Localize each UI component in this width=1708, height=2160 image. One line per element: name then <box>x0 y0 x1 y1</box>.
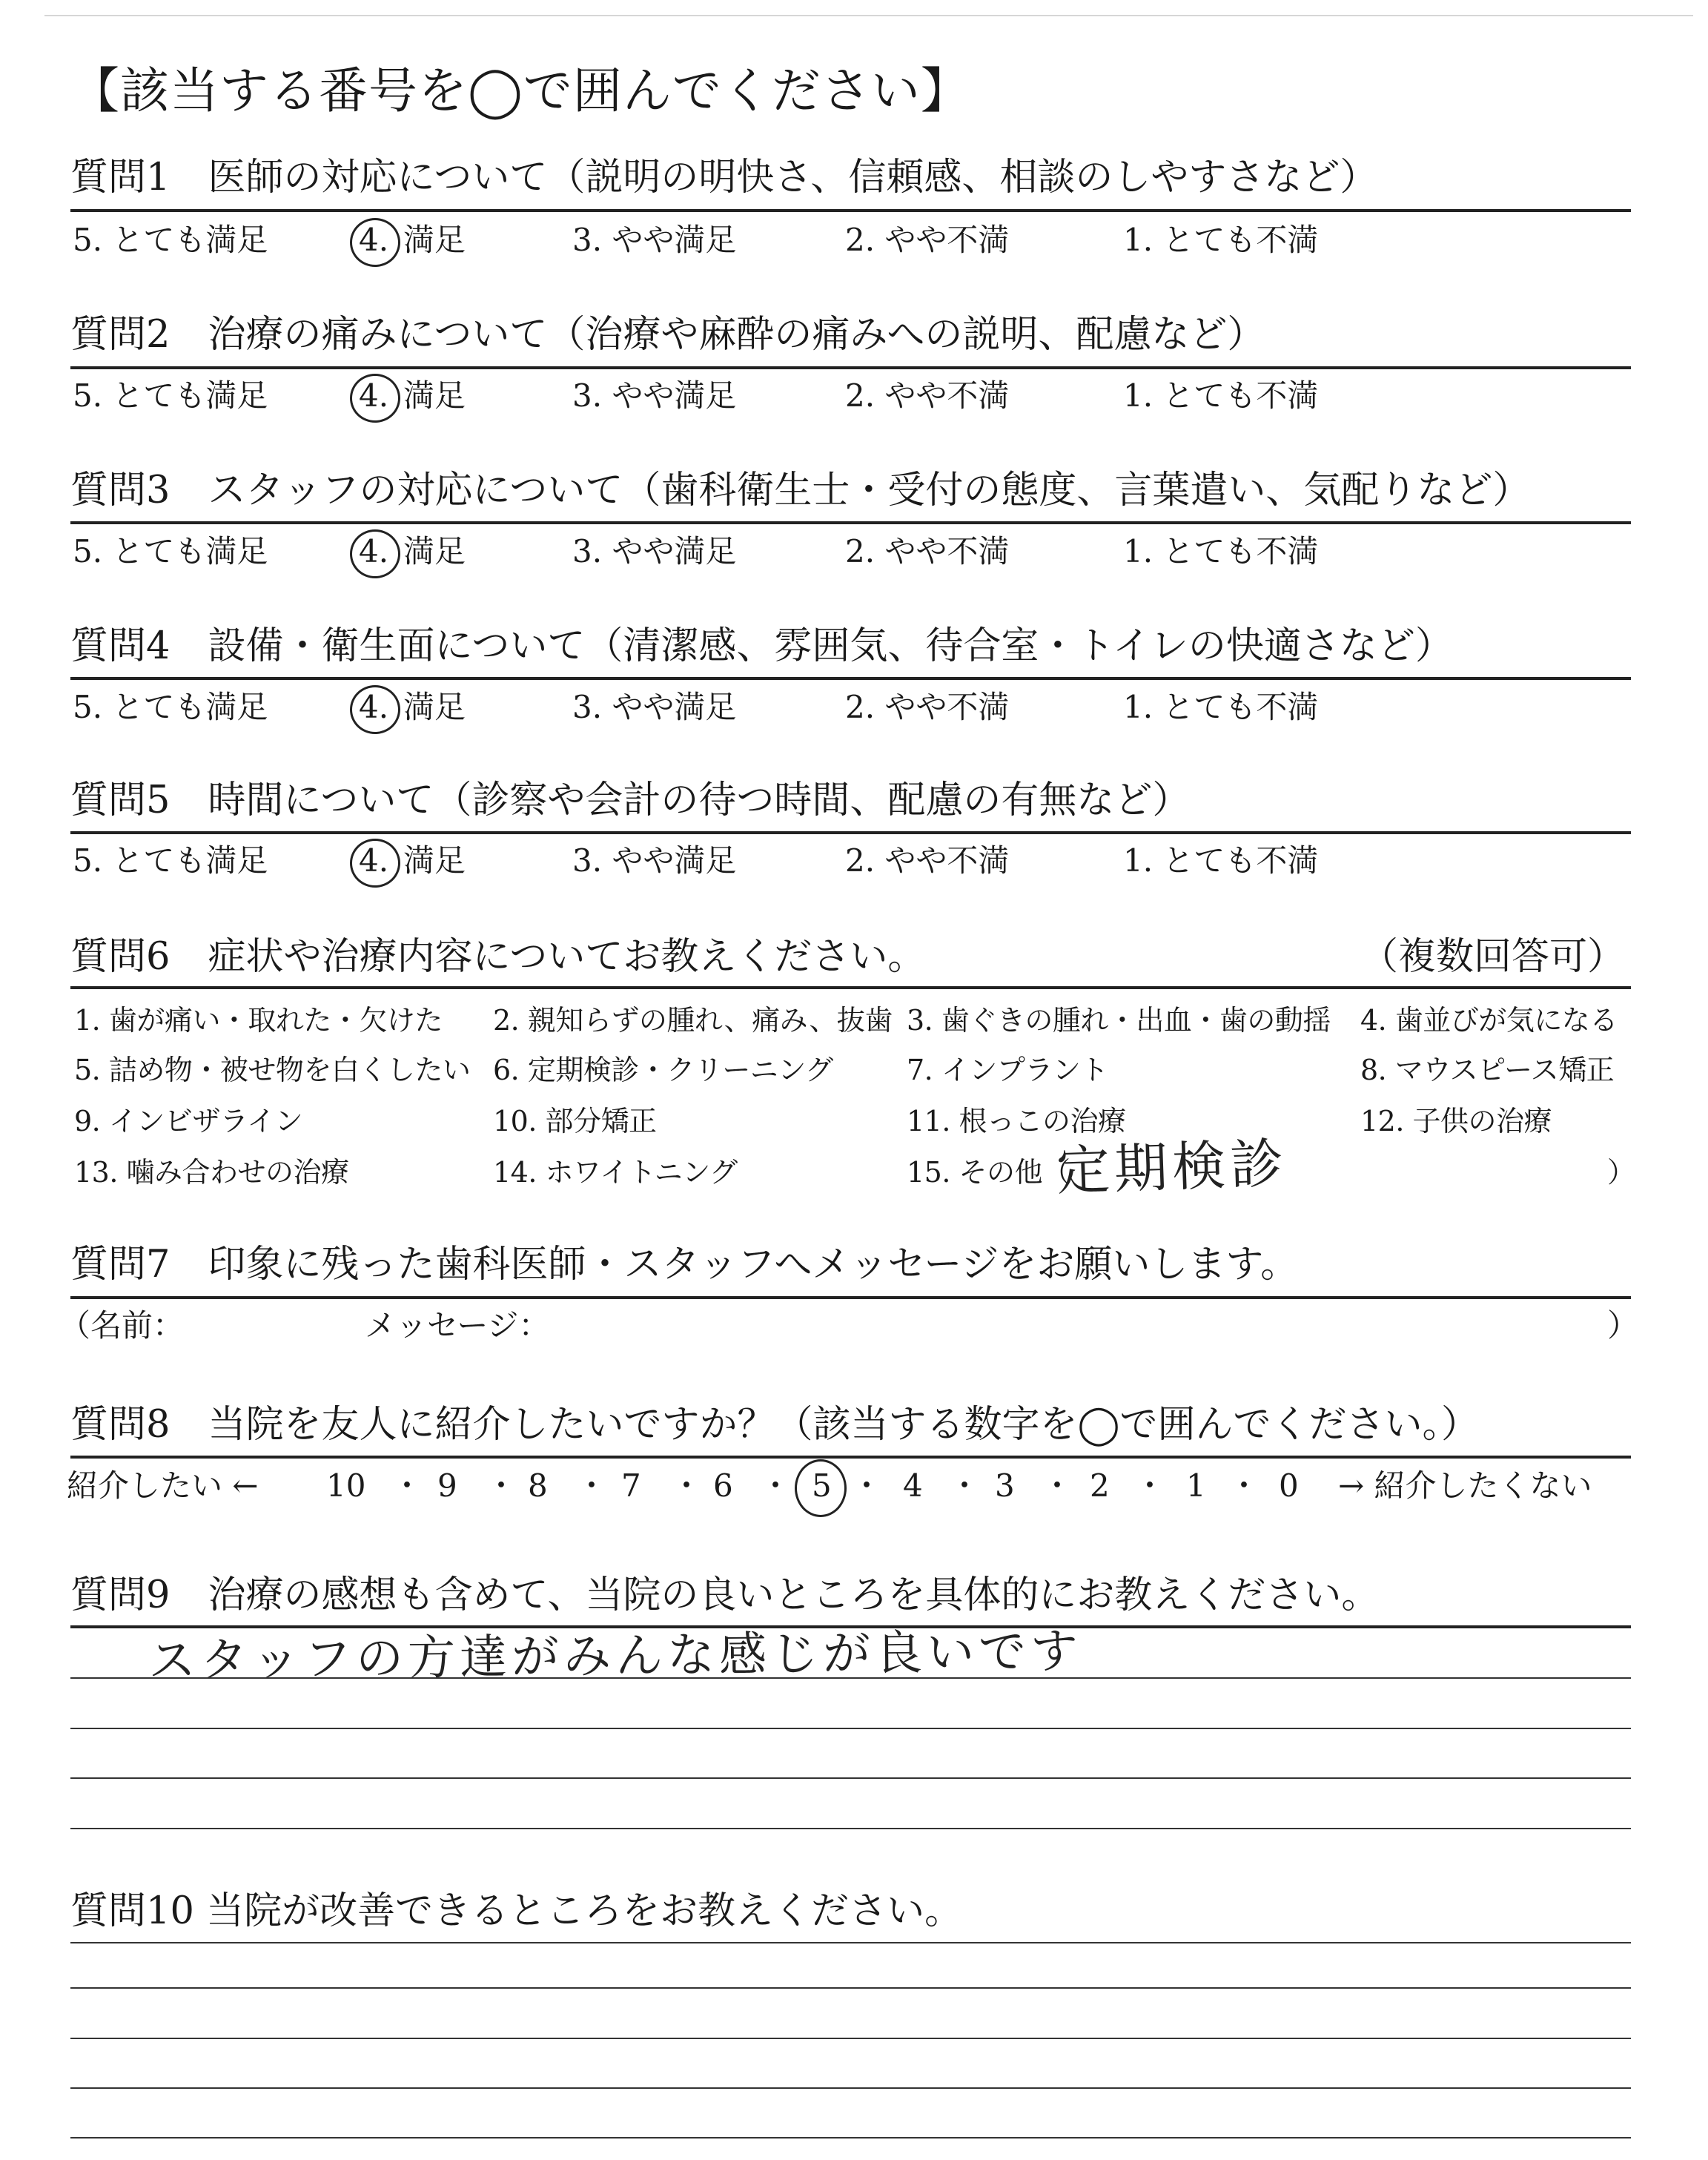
q4-option-1[interactable]: 1. とても不満 <box>1123 689 1319 725</box>
q4-selected-circle <box>350 685 400 734</box>
q6-choice-15[interactable]: 15. その他（ <box>907 1156 1070 1189</box>
q6-choice-4[interactable]: 4. 歯並びが気になる <box>1360 1004 1618 1037</box>
q2-option-4-number[interactable]: 4. <box>359 377 389 414</box>
question-7-rule <box>70 1296 1631 1299</box>
q3-option-1[interactable]: 1. とても不満 <box>1123 533 1319 569</box>
top-border <box>44 15 1693 16</box>
q7-message-label[interactable]: メッセージ： <box>365 1307 550 1344</box>
q4-option-4-number[interactable]: 4. <box>359 689 389 725</box>
question-1-title: 質問1 医師の対応について（説明の明快さ、信頼感、相談のしやすさなど） <box>70 156 1378 199</box>
question-8-title: 質問8 当院を友人に紹介したいですか？（該当する数字を◯で囲んでください。） <box>70 1403 1480 1447</box>
q4-option-4-label[interactable]: 満足 <box>403 689 466 725</box>
q10-answer-line-1 <box>70 1942 1631 1943</box>
q8-dot: ・ <box>760 1467 792 1504</box>
q8-dot: ・ <box>1134 1467 1166 1504</box>
q8-dot: ・ <box>671 1467 703 1504</box>
q8-scale-1[interactable]: 1 <box>1186 1467 1206 1504</box>
question-4-rule <box>70 677 1631 680</box>
question-6-note: （複数回答可） <box>1360 935 1626 979</box>
q4-option-2[interactable]: 2. やや不満 <box>845 689 1010 725</box>
q8-scale-3[interactable]: 3 <box>995 1467 1015 1504</box>
q6-choice-6[interactable]: 6. 定期検診・クリーニング <box>493 1054 833 1086</box>
q6-choice-12[interactable]: 12. 子供の治療 <box>1360 1105 1552 1137</box>
q8-scale-5[interactable]: 5 <box>812 1467 832 1504</box>
q8-dot: ・ <box>1042 1467 1073 1504</box>
q8-scale-9[interactable]: 9 <box>437 1467 457 1504</box>
q6-choice-3[interactable]: 3. 歯ぐきの腫れ・出血・歯の動揺 <box>907 1004 1331 1037</box>
question-10-title: 質問10 当院が改善できるところをお教えください。 <box>70 1889 963 1933</box>
q1-option-1[interactable]: 1. とても不満 <box>1123 222 1319 258</box>
q7-close-paren: ） <box>1607 1307 1639 1344</box>
q3-option-3[interactable]: 3. やや満足 <box>572 533 737 569</box>
q5-selected-circle <box>350 839 400 888</box>
q8-scale-2[interactable]: 2 <box>1090 1467 1110 1504</box>
q10-answer-line-3 <box>70 2038 1631 2039</box>
q5-option-4-label[interactable]: 満足 <box>403 842 466 879</box>
q6-other-handwritten-answer[interactable]: 定期検診 <box>1055 1132 1289 1203</box>
q8-dot: ・ <box>576 1467 608 1504</box>
q8-dot: ・ <box>851 1467 883 1504</box>
q8-right-label: → 紹介したくない <box>1338 1467 1592 1504</box>
q8-scale-8[interactable]: 8 <box>528 1467 548 1504</box>
q2-option-5[interactable]: 5. とても満足 <box>73 377 268 414</box>
q6-choice-2[interactable]: 2. 親知らずの腫れ、痛み、抜歯 <box>493 1004 893 1037</box>
q1-option-4-number[interactable]: 4. <box>359 222 389 258</box>
q2-option-4-label[interactable]: 満足 <box>403 377 466 414</box>
q10-answer-line-2 <box>70 1987 1631 1989</box>
q6-choice-5[interactable]: 5. 詰め物・被せ物を白くしたい <box>74 1054 471 1086</box>
q3-option-5[interactable]: 5. とても満足 <box>73 533 268 569</box>
question-8-rule <box>70 1456 1631 1459</box>
q2-option-1[interactable]: 1. とても不満 <box>1123 377 1319 414</box>
q6-choice-11[interactable]: 11. 根っこの治療 <box>907 1105 1126 1137</box>
q3-option-2[interactable]: 2. やや不満 <box>845 533 1010 569</box>
q8-left-label: 紹介したい ← <box>67 1467 259 1504</box>
q2-option-2[interactable]: 2. やや不満 <box>845 377 1010 414</box>
q3-selected-circle <box>350 529 400 578</box>
q8-scale-0[interactable]: 0 <box>1279 1467 1299 1504</box>
q8-dot: ・ <box>949 1467 981 1504</box>
q9-answer-line-3 <box>70 1777 1631 1779</box>
q8-dot: ・ <box>486 1467 517 1504</box>
q8-scale-6[interactable]: 6 <box>713 1467 733 1504</box>
q5-option-1[interactable]: 1. とても不満 <box>1123 842 1319 879</box>
q4-option-5[interactable]: 5. とても満足 <box>73 689 268 725</box>
q1-option-4-label[interactable]: 満足 <box>403 222 466 258</box>
q8-scale-7[interactable]: 7 <box>621 1467 641 1504</box>
q5-option-5[interactable]: 5. とても満足 <box>73 842 268 879</box>
question-7-title: 質問7 印象に残った歯科医師・スタッフへメッセージをお願いします。 <box>70 1243 1299 1287</box>
q10-answer-line-5 <box>70 2137 1631 2138</box>
q3-option-4-label[interactable]: 満足 <box>403 533 466 569</box>
q7-name-label[interactable]: （名前： <box>59 1307 185 1344</box>
q8-scale-4[interactable]: 4 <box>903 1467 923 1504</box>
q6-choice-10[interactable]: 10. 部分矯正 <box>493 1105 657 1137</box>
q9-answer-line-2 <box>70 1728 1631 1729</box>
question-9-title: 質問9 治療の感想も含めて、当院の良いところを具体的にお教えください。 <box>70 1573 1380 1617</box>
question-5-title: 質問5 時間について（診察や会計の待つ時間、配慮の有無など） <box>70 779 1191 822</box>
q1-option-2[interactable]: 2. やや不満 <box>845 222 1010 258</box>
q6-choice-8[interactable]: 8. マウスピース矯正 <box>1360 1054 1615 1086</box>
question-2-title: 質問2 治療の痛みについて（治療や麻酔の痛みへの説明、配慮など） <box>70 313 1265 357</box>
q2-selected-circle <box>350 374 400 423</box>
q5-option-2[interactable]: 2. やや不満 <box>845 842 1010 879</box>
q6-choice-7[interactable]: 7. インプラント <box>907 1054 1108 1086</box>
question-6-rule <box>70 986 1631 989</box>
q6-choice-1[interactable]: 1. 歯が痛い・取れた・欠けた <box>74 1004 443 1037</box>
q1-option-3[interactable]: 3. やや満足 <box>572 222 737 258</box>
q6-choice-9[interactable]: 9. インビザライン <box>74 1105 303 1137</box>
q2-option-3[interactable]: 3. やや満足 <box>572 377 737 414</box>
question-6-title: 質問6 症状や治療内容についてお教えください。 <box>70 935 926 979</box>
q9-handwritten-answer[interactable]: スタッフの方達がみんな感じが良いです <box>148 1624 1083 1689</box>
question-4-title: 質問4 設備・衛生面について（清潔感、雰囲気、待合室・トイレの快適さなど） <box>70 624 1453 668</box>
question-5-rule <box>70 831 1631 834</box>
q6-choice-13[interactable]: 13. 噛み合わせの治療 <box>74 1156 349 1189</box>
q6-choice-15-close: ） <box>1607 1156 1635 1189</box>
question-2-rule <box>70 366 1631 369</box>
q8-dot: ・ <box>1228 1467 1260 1504</box>
q8-selected-circle <box>795 1459 847 1517</box>
question-3-rule <box>70 521 1631 524</box>
q8-scale-10[interactable]: 10 <box>326 1467 366 1504</box>
q10-answer-line-4 <box>70 2087 1631 2089</box>
question-1-rule <box>70 209 1631 212</box>
q9-answer-line-4 <box>70 1828 1631 1829</box>
q6-choice-14[interactable]: 14. ホワイトニング <box>493 1156 738 1189</box>
q8-dot: ・ <box>391 1467 423 1504</box>
q5-option-4-number[interactable]: 4. <box>359 842 389 879</box>
q5-option-3[interactable]: 3. やや満足 <box>572 842 737 879</box>
q9-answer-line-1 <box>70 1677 1631 1679</box>
form-heading: 【該当する番号を◯で囲んでください】 <box>70 62 970 119</box>
q4-option-3[interactable]: 3. やや満足 <box>572 689 737 725</box>
q1-selected-circle <box>350 218 400 267</box>
q3-option-4-number[interactable]: 4. <box>359 533 389 569</box>
question-3-title: 質問3 スタッフの対応について（歯科衛生士・受付の態度、言葉遣い、気配りなど） <box>70 469 1531 512</box>
q1-option-5[interactable]: 5. とても満足 <box>73 222 268 258</box>
